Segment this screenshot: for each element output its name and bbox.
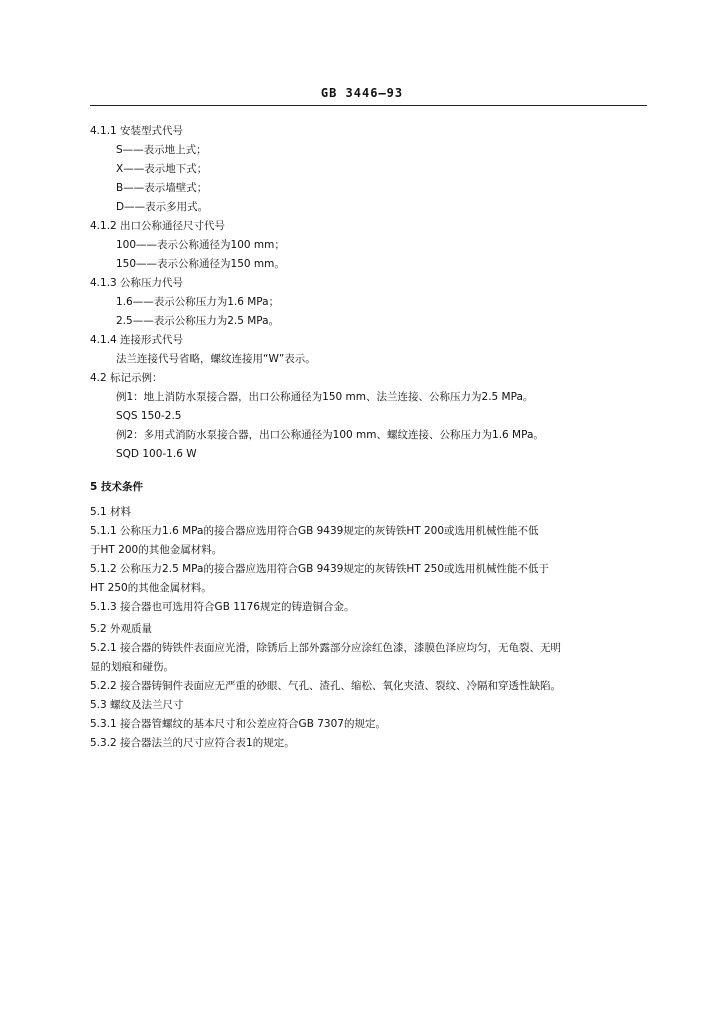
document-header: GB 3446—93 — [320, 86, 404, 100]
paragraph-continuation: 于HT 200的其他金属材料。 — [90, 544, 223, 556]
list-item: X——表示地下式； — [116, 163, 208, 175]
example-1-code: SQS 150-2.5 — [116, 410, 182, 422]
section-5-3: 5.3 螺纹及法兰尺寸 — [90, 699, 184, 711]
list-item: S——表示地上式； — [116, 144, 207, 156]
section-5-2: 5.2 外观质量 — [90, 623, 153, 635]
section-5-heading: 5 技术条件 — [90, 481, 143, 493]
section-5-1-1: 5.1.1 公称压力1.6 MPa的接合器应选用符合GB 9439规定的灰铸铁HT 200或选用机械性能不低 — [90, 525, 539, 537]
section-5-2-2: 5.2.2 接合器铸铜件表面应无严重的砂眼、气孔、渣孔、缩松、氧化夹渣、裂纹、冷隔和穿透性缺陷。 — [90, 680, 562, 692]
section-4-1-4: 4.1.4 连接形式代号 — [90, 334, 184, 346]
section-4-1-3: 4.1.3 公称压力代号 — [90, 277, 184, 289]
list-item: D——表示多用式。 — [116, 201, 209, 213]
list-item: 100——表示公称通径为100 mm； — [116, 239, 285, 251]
section-5-1-3: 5.1.3 接合器也可选用符合GB 1176规定的铸造铜合金。 — [90, 601, 355, 613]
example-2: 例2：多用式消防水泵接合器，出口公称通径为100 mm、螺纹连接、公称压力为1.6 MPa。 — [116, 429, 544, 441]
list-item: 2.5——表示公称压力为2.5 MPa。 — [116, 315, 280, 327]
section-4-1-2: 4.1.2 出口公称通径尺寸代号 — [90, 220, 226, 232]
example-2-code: SQD 100-1.6 W — [116, 448, 197, 460]
paragraph: 法兰连接代号省略，螺纹连接用“W”表示。 — [116, 353, 316, 365]
section-5-3-2: 5.3.2 接合器法兰的尺寸应符合表1的规定。 — [90, 737, 295, 749]
list-item: 150——表示公称通径为150 mm。 — [116, 258, 285, 270]
header-rule — [90, 105, 647, 106]
section-5-1-2: 5.1.2 公称压力2.5 MPa的接合器应选用符合GB 9439规定的灰铸铁HT 250或选用机械性能不低于 — [90, 563, 550, 575]
example-1: 例1：地上消防水泵接合器，出口公称通径为150 mm、法兰连接、公称压力为2.5 MPa。 — [116, 391, 534, 403]
section-4-2: 4.2 标记示例： — [90, 372, 163, 384]
paragraph-continuation: 显的划痕和碰伤。 — [90, 661, 174, 673]
section-4-1-1: 4.1.1 安装型式代号 — [90, 125, 184, 137]
list-item: B——表示墙壁式； — [116, 182, 208, 194]
section-5-3-1: 5.3.1 接合器管螺纹的基本尺寸和公差应符合GB 7307的规定。 — [90, 718, 386, 730]
list-item: 1.6——表示公称压力为1.6 MPa； — [116, 296, 280, 308]
section-5-1: 5.1 材料 — [90, 506, 132, 518]
paragraph-continuation: HT 250的其他金属材料。 — [90, 582, 212, 594]
section-5-2-1: 5.2.1 接合器的铸铁件表面应光滑，除锈后上部外露部分应涂红色漆，漆膜色泽应均匀，无龟裂、无明 — [90, 642, 562, 654]
